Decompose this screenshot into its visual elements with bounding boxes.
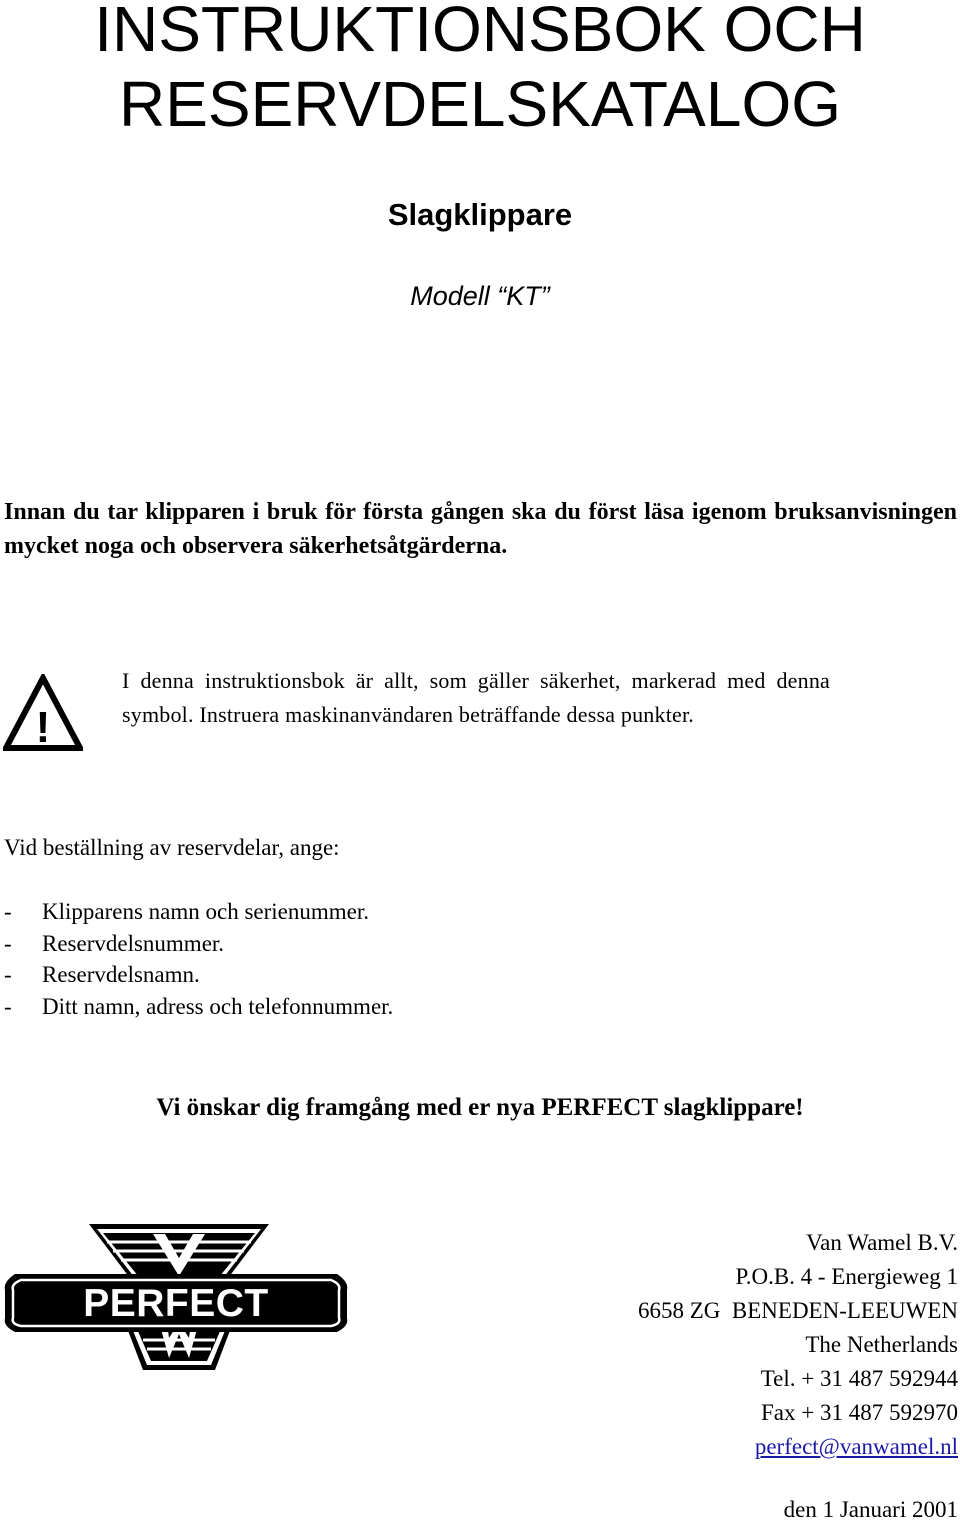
list-bullet: - (4, 993, 12, 1019)
list-item (4, 896, 393, 928)
model-label: Modell “KT” (410, 281, 550, 311)
document-date: den 1 Januari 2001 (783, 1497, 958, 1522)
list-item (4, 991, 393, 1023)
document-title-line1: INSTRUKTIONSBOK OCH (94, 0, 866, 65)
list-item-text: Ditt namn, adress och telefonnummer. (42, 993, 394, 1019)
company-country: The Netherlands (805, 1332, 958, 1357)
ordering-list (4, 896, 393, 1022)
ordering-intro: Vid beställning av reservdelar, ange: (4, 835, 340, 860)
list-item (4, 928, 393, 960)
list-bullet: - (4, 899, 12, 924)
logo-wordmark: PERFECT (83, 1282, 269, 1325)
company-city: 6658 ZG BENEDEN-LEEUWEN (637, 1298, 958, 1323)
warning-triangle-icon (3, 674, 83, 752)
company-tel: Tel. + 31 487 592944 (760, 1366, 958, 1391)
list-item (4, 959, 393, 991)
company-fax: Fax + 31 487 592970 (761, 1400, 958, 1425)
warning-exclamation-glyph: ! (35, 703, 51, 752)
list-item-text: Reservdelsnamn. (42, 962, 200, 987)
company-pob: P.O.B. 4 - Energieweg 1 (735, 1264, 958, 1289)
list-bullet: - (4, 930, 12, 956)
list-item-text: Klipparens namn och serienummer. (42, 899, 370, 924)
closing-message: Vi önskar dig framgång med er nya PERFECT slagklippare! (156, 1094, 804, 1121)
document-subtitle: Slagklippare (387, 197, 573, 232)
company-email-link[interactable]: perfect@vanwamel.nl (754, 1434, 958, 1459)
perfect-logo (3, 1222, 349, 1372)
intro-paragraph: Innan du tar klipparen i bruk för första gången ska du först läsa igenom bruksanvisningen mycket noga och observera säkerhetsåtgärderna. (4, 499, 957, 559)
company-address (638, 1226, 958, 1464)
safety-note: I denna instruktionsbok är allt, som gäller säkerhet, markerad med denna symbol. Instruera maskinanvändaren beträffande dessa punkter. (122, 668, 830, 727)
list-bullet: - (4, 962, 12, 987)
list-item-text: Reservdelsnummer. (42, 930, 225, 956)
company-name: Van Wamel B.V. (806, 1230, 958, 1255)
document-title-line2: RESERVDELSKATALOG (118, 68, 842, 140)
